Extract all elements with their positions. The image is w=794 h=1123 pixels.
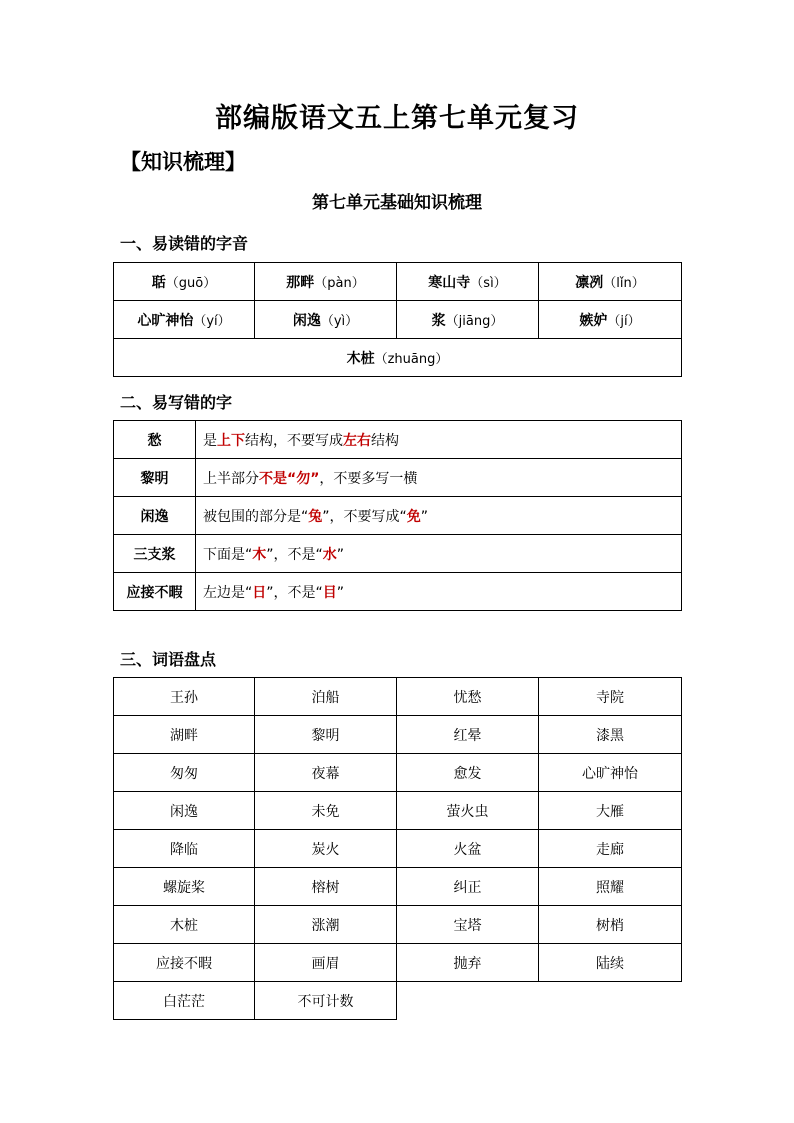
- word-cell: 应接不暇: [114, 573, 196, 611]
- description-cell: [196, 573, 682, 611]
- vocabulary-cell: 大雁: [539, 792, 682, 830]
- pinyin-text: （yì）: [320, 313, 359, 329]
- vocabulary-cell: 榕树: [255, 868, 397, 906]
- vocabulary-cell: 树梢: [539, 906, 682, 944]
- vocabulary-cell: 应接不暇: [114, 944, 255, 982]
- emphasis-text: 水: [322, 546, 337, 563]
- pinyin-text: （sì）: [470, 275, 507, 291]
- word-text: 心旷神怡: [137, 312, 194, 329]
- vocabulary-cell: 炭火: [255, 830, 397, 868]
- word-text: 那畔: [286, 274, 315, 291]
- description-text: 被包围的部分是“: [203, 508, 309, 525]
- part1-heading: 一、易读错的字音: [120, 234, 249, 253]
- emphasis-text: 木: [252, 546, 267, 563]
- table-row: [114, 421, 682, 459]
- word-text: 凛冽: [575, 274, 604, 291]
- table-row: [114, 944, 682, 982]
- vocabulary-cell: 愈发: [397, 754, 539, 792]
- vocabulary-cell: 走廊: [539, 830, 682, 868]
- pronunciation-cell: [114, 263, 255, 301]
- word-text: 木桩: [346, 350, 375, 367]
- description-cell: [196, 535, 682, 573]
- vocabulary-cell: 寺院: [539, 678, 682, 716]
- vocabulary-cell: 未免: [255, 792, 397, 830]
- pronunciation-cell: [539, 301, 682, 339]
- pronunciation-cell: [255, 301, 397, 339]
- vocabulary-cell: 萤火虫: [397, 792, 539, 830]
- vocabulary-cell: 陆续: [539, 944, 682, 982]
- vocabulary-cell: 王孙: [114, 678, 255, 716]
- writing-table: [113, 420, 682, 611]
- vocabulary-table: [113, 677, 682, 1020]
- description-text: ”，不是“: [266, 584, 323, 601]
- description-text: 结构，不要写成: [245, 432, 343, 449]
- description-text: ，不要多写一横: [319, 470, 418, 487]
- emphasis-text: 上下: [217, 432, 245, 449]
- description-text: ”，不要写成“: [322, 508, 407, 525]
- emphasis-text: 日: [252, 584, 267, 601]
- emphasis-text: 兔: [308, 508, 323, 525]
- word-cell: 三支浆: [114, 535, 196, 573]
- pinyin-text: （jí）: [607, 313, 641, 329]
- description-text: ”: [336, 546, 345, 563]
- word-text: 聒: [151, 274, 166, 291]
- pinyin-text: （lǐn）: [603, 275, 645, 291]
- pinyin-text: （zhuāng）: [374, 351, 449, 367]
- vocabulary-cell: 闲逸: [114, 792, 255, 830]
- table-row: [114, 906, 682, 944]
- table-row: [114, 754, 682, 792]
- table-row: [114, 792, 682, 830]
- description-text: 结构: [371, 432, 399, 449]
- emphasis-text: 免: [406, 508, 421, 525]
- part3-heading: 三、词语盘点: [120, 650, 217, 669]
- table-row: [114, 982, 682, 1020]
- vocabulary-cell: 忧愁: [397, 678, 539, 716]
- table-row: [114, 459, 682, 497]
- vocabulary-cell: 降临: [114, 830, 255, 868]
- table-row: [114, 716, 682, 754]
- pronunciation-cell: [114, 301, 255, 339]
- description-text: 左边是“: [203, 584, 253, 601]
- table-row: [114, 678, 682, 716]
- description-text: ”，不是“: [266, 546, 323, 563]
- pronunciation-cell: [114, 339, 682, 377]
- table-row: [114, 830, 682, 868]
- emphasis-text: 不是“勿”: [259, 470, 320, 487]
- description-text: 是: [203, 432, 217, 449]
- vocabulary-cell: 夜幕: [255, 754, 397, 792]
- emphasis-text: 目: [322, 584, 337, 601]
- subtitle: 第七单元基础知识梳理: [312, 193, 482, 213]
- pronunciation-cell: [397, 301, 539, 339]
- description-cell: [196, 459, 682, 497]
- vocabulary-cell: 纠正: [397, 868, 539, 906]
- pinyin-text: （jiāng）: [445, 313, 504, 329]
- part2-heading: 二、易写错的字: [120, 393, 233, 412]
- section-heading: 【知识梳理】: [120, 150, 246, 174]
- pronunciation-cell: [397, 263, 539, 301]
- vocabulary-cell: 宝塔: [397, 906, 539, 944]
- vocabulary-cell: 木桩: [114, 906, 255, 944]
- table-row: [114, 868, 682, 906]
- pronunciation-cell: [539, 263, 682, 301]
- vocabulary-cell: 匆匆: [114, 754, 255, 792]
- table-row: [114, 263, 682, 301]
- pinyin-text: （guō）: [165, 275, 217, 291]
- word-cell: 闲逸: [114, 497, 196, 535]
- vocabulary-cell: 螺旋桨: [114, 868, 255, 906]
- description-text: 下面是“: [203, 546, 253, 563]
- vocabulary-cell: 白茫茫: [114, 982, 255, 1020]
- description-text: 上半部分: [203, 470, 259, 487]
- table-row: [114, 301, 682, 339]
- vocabulary-cell: 心旷神怡: [539, 754, 682, 792]
- word-text: 闲逸: [292, 312, 321, 329]
- vocabulary-cell: 火盆: [397, 830, 539, 868]
- table-row: [114, 497, 682, 535]
- pinyin-text: （pàn）: [314, 275, 365, 291]
- description-text: ”: [420, 508, 429, 525]
- vocabulary-cell: 漆黑: [539, 716, 682, 754]
- word-cell: 愁: [114, 421, 196, 459]
- word-text: 寒山寺: [428, 274, 471, 291]
- vocabulary-cell: 泊船: [255, 678, 397, 716]
- table-row: [114, 339, 682, 377]
- pinyin-text: （yí）: [193, 313, 231, 329]
- description-cell: [196, 421, 682, 459]
- word-text: 浆: [431, 312, 446, 329]
- vocabulary-cell: 照耀: [539, 868, 682, 906]
- word-text: 嫉妒: [579, 312, 608, 329]
- pronunciation-table: [113, 262, 682, 377]
- vocabulary-cell: 画眉: [255, 944, 397, 982]
- emphasis-text: 左右: [343, 432, 371, 449]
- description-text: ”: [336, 584, 345, 601]
- vocabulary-cell: 涨潮: [255, 906, 397, 944]
- table-row: [114, 573, 682, 611]
- table-row: [114, 535, 682, 573]
- vocabulary-cell: 红晕: [397, 716, 539, 754]
- vocabulary-cell: 湖畔: [114, 716, 255, 754]
- vocabulary-cell: 不可计数: [255, 982, 397, 1020]
- word-cell: 黎明: [114, 459, 196, 497]
- description-cell: [196, 497, 682, 535]
- page-title: 部编版语文五上第七单元复习: [215, 103, 579, 134]
- pronunciation-cell: [255, 263, 397, 301]
- vocabulary-cell: 黎明: [255, 716, 397, 754]
- vocabulary-cell: 抛弃: [397, 944, 539, 982]
